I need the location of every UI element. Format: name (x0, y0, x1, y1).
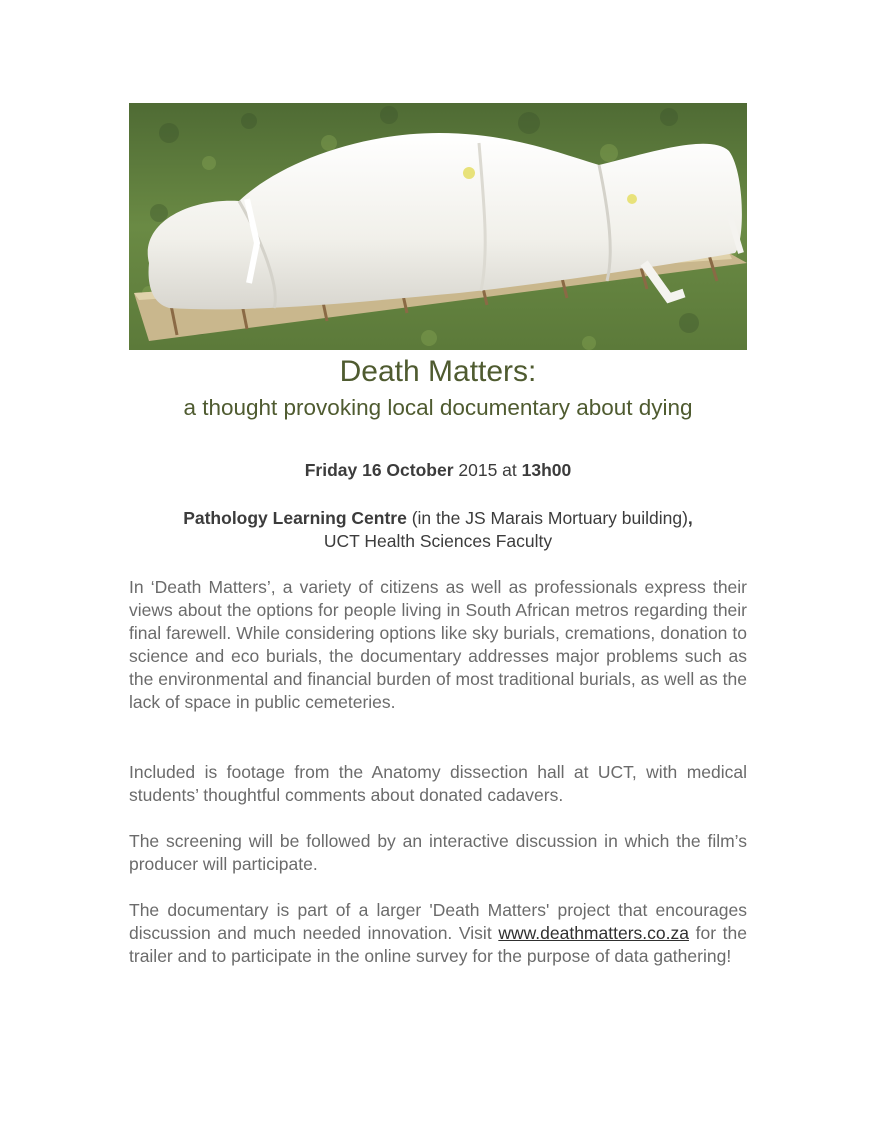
venue-faculty: UCT Health Sciences Faculty (323, 531, 553, 551)
event-day-date: Friday 16 October (304, 460, 454, 480)
project-text-before-link: The documentary is part of a larger 'Death Matters' project that encourages discussion and much needed innovation. Visit (129, 900, 747, 943)
project-text-after-link: for the trailer and to participate in the online survey for the purpose of data gathering! (129, 923, 747, 966)
event-year: 2015 at (453, 460, 522, 480)
paragraph-footage: Included is footage from the Anatomy dissection hall at UCT, with medical students’ thoughtful comments about donated cadavers. (129, 762, 747, 805)
paragraph-intro: In ‘Death Matters’, a variety of citizens as well as professionals express their views about the options for people living in South African metros regarding their final farewell. While considering options like sky burials, cremations, donation to science and eco burials, the documentary addresses major problems such as the environmental and financial burden of most traditional burials, as well as the lack of space in public cemeteries. (129, 577, 747, 712)
page-subtitle: a thought provoking local documentary about dying (183, 395, 693, 420)
website-link[interactable]: www.deathmatters.co.za (498, 923, 689, 943)
paragraph-project (129, 899, 747, 968)
page-title: Death Matters: (339, 355, 537, 388)
event-date-line (0, 459, 876, 482)
event-time: 13h00 (521, 460, 572, 480)
venue-building: (in the JS Marais Mortuary building) (406, 508, 688, 528)
paragraph-discussion: The screening will be followed by an interactive discussion in which the film’s producer will participate. (129, 831, 747, 874)
venue-name: Pathology Learning Centre (183, 508, 407, 528)
venue-comma: , (687, 508, 693, 528)
venue-line (0, 507, 876, 530)
shrouded-body-photo (129, 103, 747, 350)
